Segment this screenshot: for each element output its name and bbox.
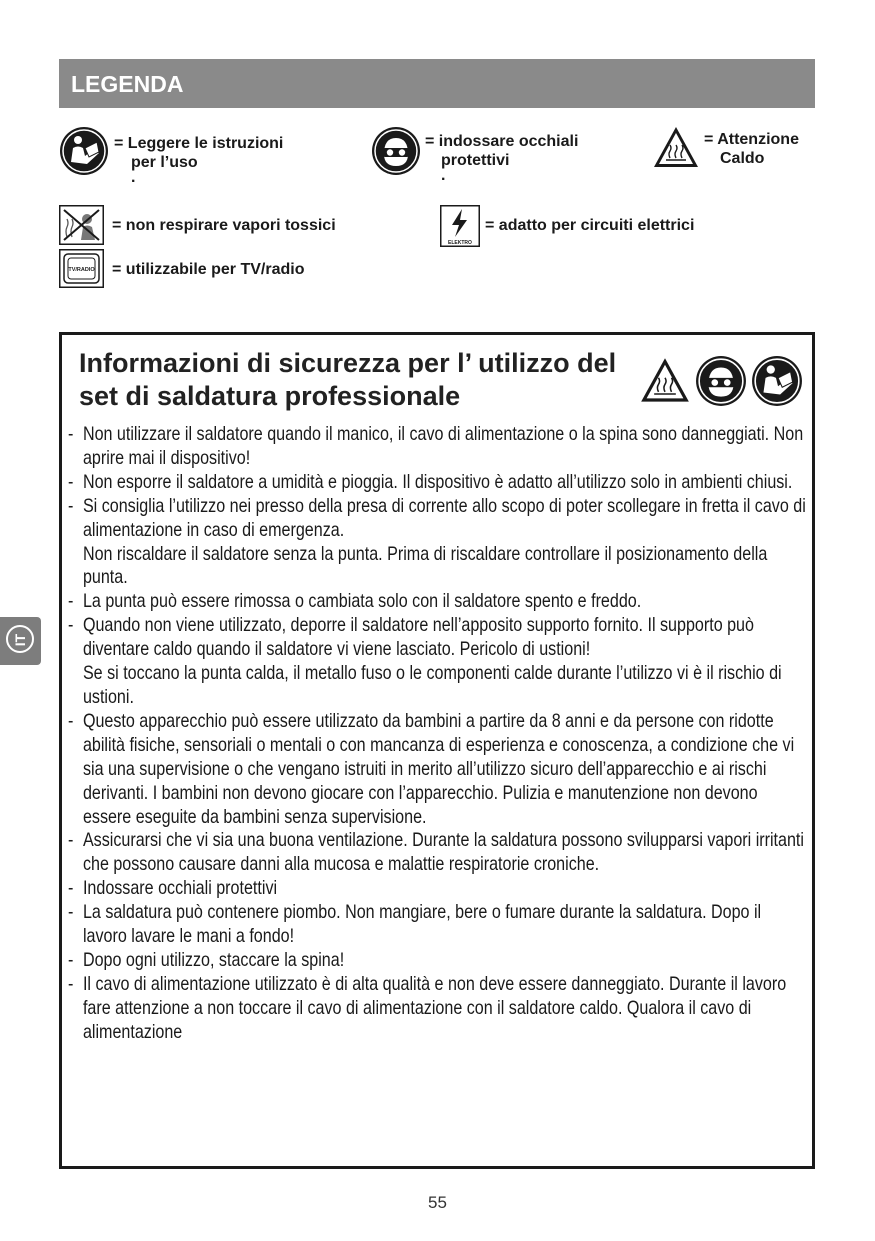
- safety-item: [68, 949, 808, 973]
- safety-list: [68, 423, 808, 1045]
- safety-item-text: Non riscaldare il saldatore senza la punta. Prima di riscaldare controllare il posizionamento della punta.: [82, 542, 768, 589]
- language-code: IT: [12, 633, 28, 647]
- safety-item: [68, 614, 808, 710]
- safety-item: [68, 829, 808, 877]
- safety-item-text: - Non utilizzare il saldatore quando il manico, il cavo di alimentazione o la spina sono danneggiati. Non aprire mai il dispositivo!: [82, 423, 804, 469]
- hot-surface-warning-icon: [639, 356, 691, 405]
- safety-goggles-icon: [695, 355, 747, 407]
- safety-item-text: - Indossare occhiali protettivi: [82, 877, 278, 900]
- safety-item: [68, 973, 808, 1045]
- no-toxic-fumes-icon: [59, 205, 104, 245]
- legend-fumes-text: = non respirare vapori tossici: [112, 217, 336, 234]
- safety-info-box: [59, 332, 815, 1169]
- safety-icons: [639, 355, 803, 407]
- legend-tv-text: = utilizzabile per TV/radio: [112, 261, 305, 278]
- read-instructions-icon: [59, 126, 109, 176]
- legend-goggles-line2: protettivi: [441, 152, 510, 169]
- safety-item: [68, 423, 808, 471]
- legend-read-line2: per l’uso: [131, 154, 198, 171]
- hot-surface-warning-icon: [652, 125, 700, 170]
- safety-item-text: - Il cavo di alimentazione utilizzato è di alta qualità e non deve essere danneggiato. Durante il lavoro fare attenzione a non toccare il cavo di alimentazione con il saldatore caldo. Qualora il cavo di alimentazione: [82, 972, 787, 1043]
- safety-item-text: - La saldatura può contenere piombo. Non mangiare, bere o fumare durante la saldatura. Dopo il lavoro lavare le mani a fondo!: [82, 901, 762, 948]
- language-tab: [0, 617, 41, 665]
- legend-read-line1: = Leggere le istruzioni: [114, 135, 284, 152]
- legend-electro-text: = adatto per circuiti elettrici: [485, 217, 695, 234]
- tv-radio-icon: [59, 249, 104, 288]
- page-number: 55: [428, 1193, 447, 1212]
- safety-title: Informazioni di sicurezza per l’ utilizzo del set di saldatura professionale: [79, 348, 617, 411]
- electro-icon-label: ELEKTRO: [448, 240, 472, 246]
- safety-item: [68, 710, 808, 830]
- electro-circuit-icon: [440, 205, 480, 247]
- read-instructions-icon: [751, 355, 803, 407]
- legend-header: LEGENDA: [59, 59, 815, 108]
- legend-goggles-line1: = indossare occhiali: [425, 133, 579, 150]
- safety-item-text: Se si toccano la punta calda, il metallo fuso o le componenti calde durante l’utilizzo vi è il rischio di ustioni.: [82, 662, 782, 708]
- safety-item: [68, 590, 808, 614]
- legend-hot-line1: = Attenzione: [704, 131, 799, 148]
- safety-item: [68, 495, 808, 591]
- safety-item-text: - Assicurarsi che vi sia una buona ventilazione. Durante la saldatura possono svilupparsi vapori irritanti che possono causare danni alla mucosa e malattie respiratorie croniche.: [82, 829, 804, 876]
- safety-item: [68, 901, 808, 949]
- legend-hot-line2: Caldo: [720, 150, 765, 167]
- safety-item-text: - Si consiglia l’utilizzo nei presso della presa di corrente allo scopo di poter scollegare in fretta il cavo di alimentazione in caso di emergenza.: [82, 494, 806, 541]
- safety-item-text: - La punta può essere rimossa o cambiata solo con il saldatore spento e freddo.: [82, 590, 642, 613]
- safety-item-text: - Dopo ogni utilizzo, staccare la spina!: [82, 948, 345, 971]
- safety-goggles-icon: [371, 126, 421, 176]
- safety-item: [68, 877, 808, 901]
- safety-item-text: - Non esporre il saldatore a umidità e pioggia. Il dispositivo è adatto all’utilizzo solo in ambienti chiusi.: [82, 470, 793, 493]
- tv-radio-icon-label: TV/RADIO: [68, 267, 95, 273]
- safety-item-text: - Questo apparecchio può essere utilizzato da bambini a partire da 8 anni e da persone con ridotte abilità fisiche, sensoriali o mentali o con mancanza di esperienza e conoscenza, a condizione che vi sia una supervisione o che vengano istruiti in merito all’utilizzo sicuro dell’apparecchio e ai rischi derivanti. I bambini non devono giocare con l’apparecchio. Pulizia e manutenzione non devono essere eseguite da bambini senza supervisione.: [82, 709, 795, 828]
- safety-item-text: - Quando non viene utilizzato, deporre il saldatore nell’apposito supporto fornito. Il supporto può diventare caldo quando il saldatore vi viene lasciato. Pericolo di ustioni!: [82, 614, 754, 661]
- legend-read-line3: .: [131, 169, 136, 186]
- legend-goggles-line3: .: [441, 167, 446, 184]
- safety-item: [68, 471, 808, 495]
